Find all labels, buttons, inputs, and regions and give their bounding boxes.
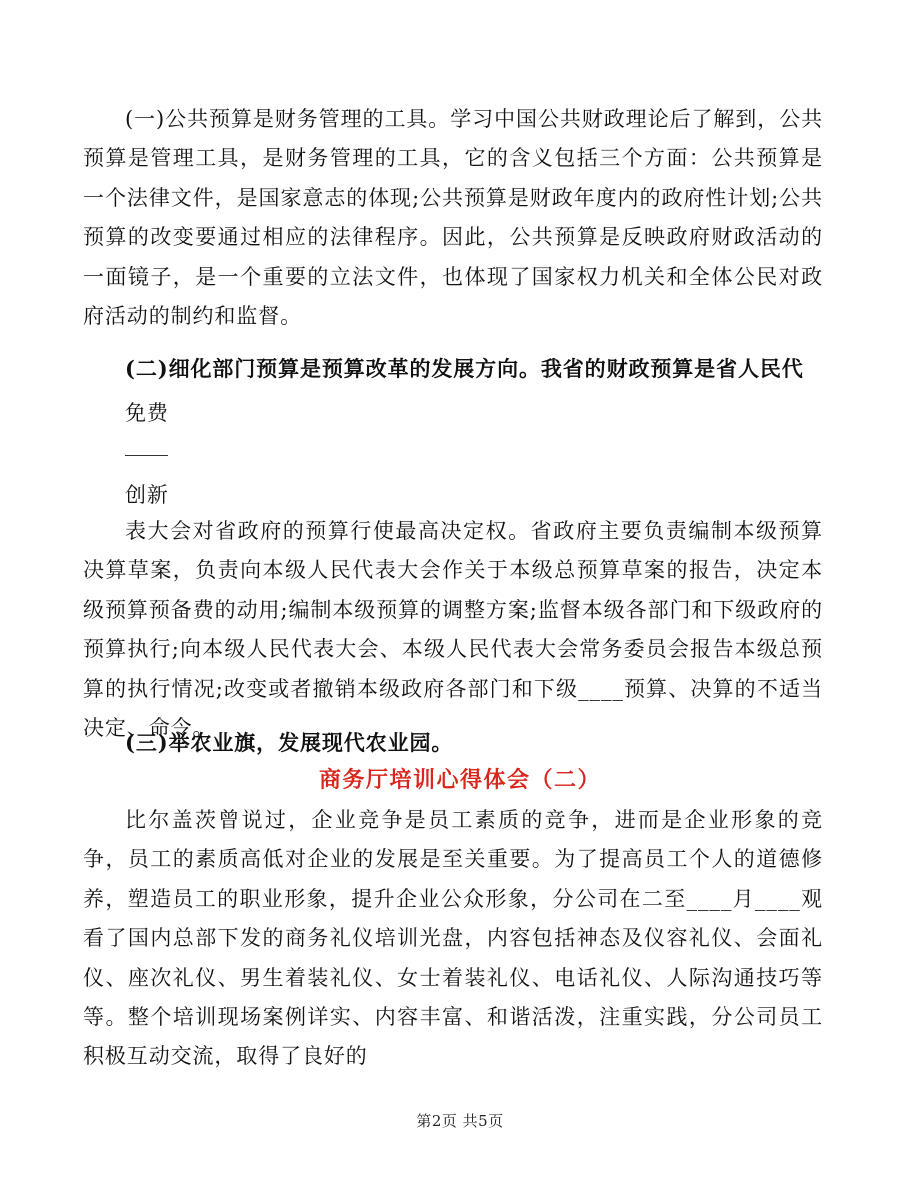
fragment-innovation: 创新 [125, 483, 169, 507]
heading-agriculture: (三)举农业旗，发展现代农业园。 [125, 730, 454, 755]
blank-underline [125, 455, 168, 456]
fragment-free: 免费 [125, 401, 169, 425]
page-indicator: 第2页 共5页 [416, 1112, 504, 1130]
heading-department-budget: (二)细化部门预算是预算改革的发展方向。我省的财政预算是省人民代 [125, 356, 804, 381]
paragraph-training: 比尔盖茨曾说过，企业竞争是员工素质的竞争，进而是企业形象的竞争，员工的素质高低对企业的发展是至关重要。为了提高员工个人的道德修养，塑造员工的职业形象，提升企业公众形象，分公司在二至____月____观看了国内总部下发的商务礼仪培训光盘，内容包括神态及仪容礼仪、会面礼仪、座次礼仪、男生着装礼仪、女士着装礼仪、电话礼仪、人际沟通技巧等等。整个培训现场案例详实、内容丰富、和谐活泼，注重实践，分公司员工积极互动交流，取得了良好的 [83, 808, 823, 1069]
paragraph-congress-authority: 表大会对省政府的预算行使最高决定权。省政府主要负责编制本级预算决算草案，负责向本级人民代表大会作关于本级总预算草案的报告，决定本级预算预备费的动用;编制本级预算的调整方案;监督本级各部门和下级政府的预算执行;向本级人民代表大会、本级人民代表大会常务委员会报告本级总预算的执行情况;改变或者撤销本级政府各部门和下级____预算、决算的不适当决定、命令。 [83, 519, 823, 741]
paragraph-public-budget: (一)公共预算是财务管理的工具。学习中国公共财政理论后了解到，公共预算是管理工具，是财务管理的工具，它的含义包括三个方面：公共预算是一个法律文件，是国家意志的体现;公共预算是财政年度内的政府性计划;公共预算的改变要通过相应的法律程序。因此，公共预算是反映政府财政活动的一面镜子，是一个重要的立法文件，也体现了国家权力机关和全体公民对政府活动的制约和监督。 [83, 107, 823, 329]
section-title: 商务厅培训心得体会（二） [318, 767, 601, 793]
